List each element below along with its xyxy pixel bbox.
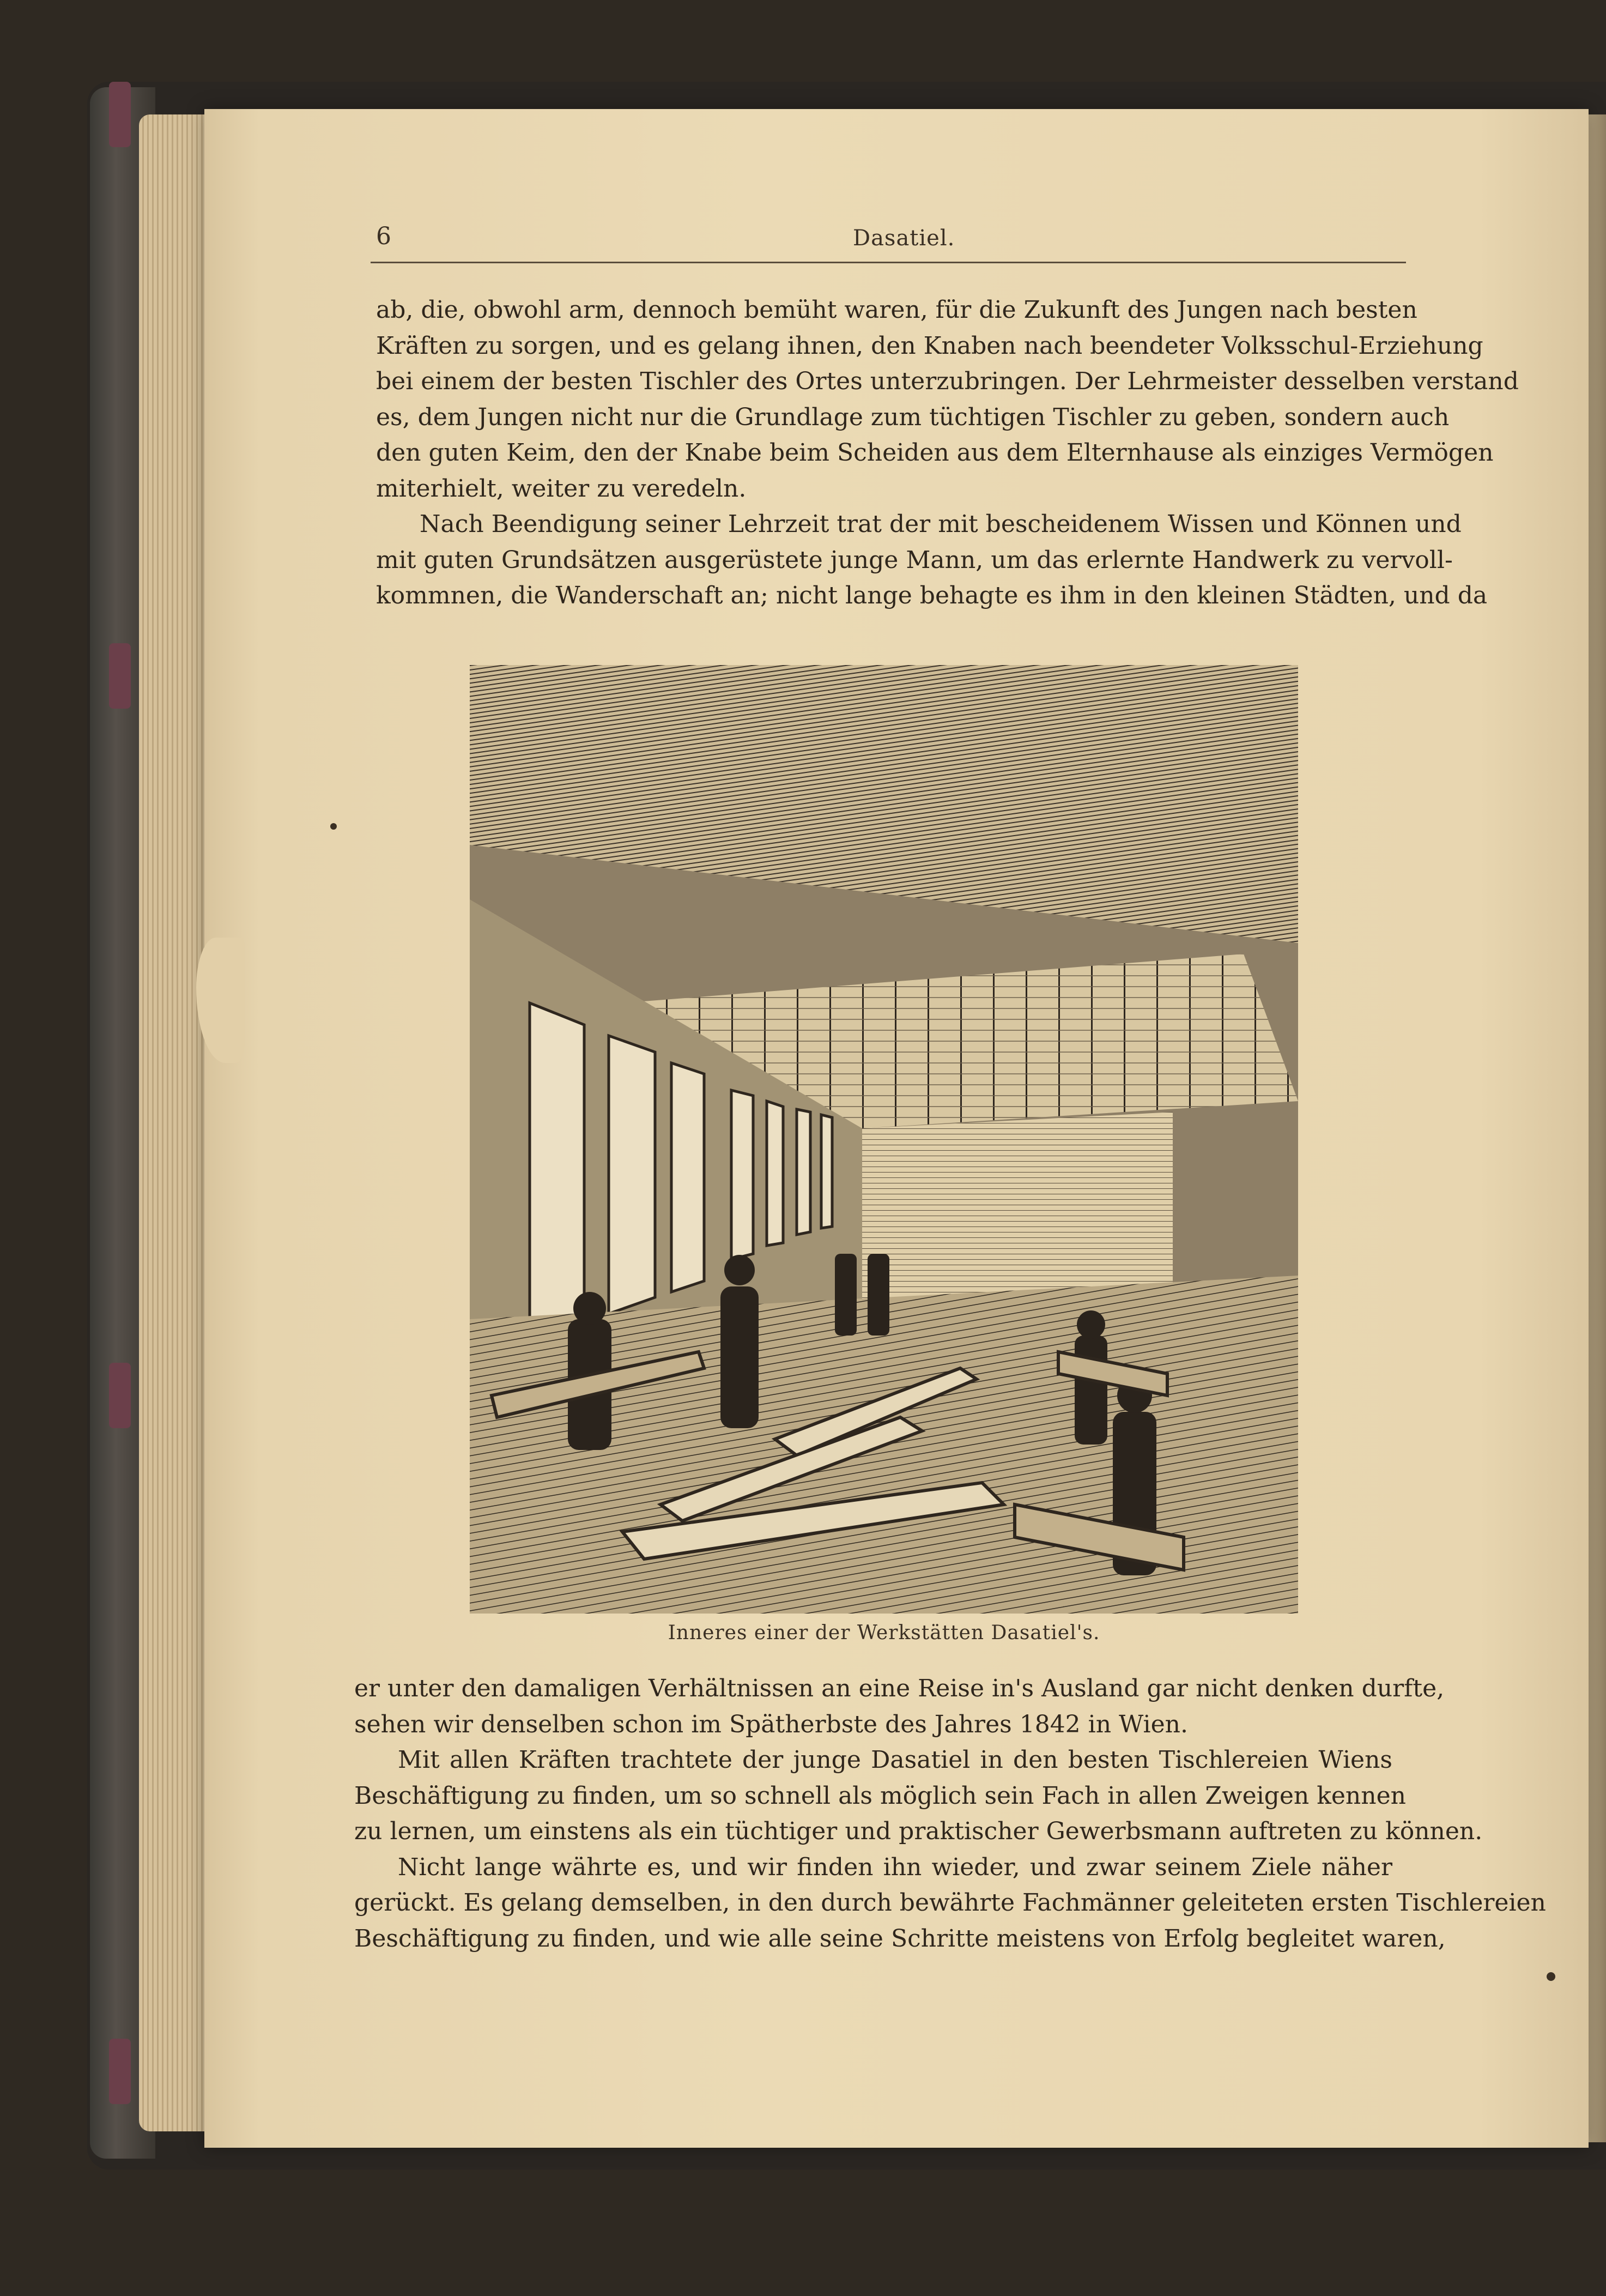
- figure-caption: Inneres einer der Werkstätten Dasatiel's.: [668, 1622, 1100, 1644]
- text-line: ab, die, obwohl arm, dennoch bemüht waren, für die Zukunft des Jungen nach besten: [376, 296, 1417, 324]
- binding-stitch: [109, 82, 131, 147]
- text-line: bei einem der besten Tischler des Ortes unterzubringen. Der Lehrmeister desselben verstand: [376, 367, 1519, 395]
- page-header: [371, 218, 1406, 263]
- workshop-engraving: [470, 665, 1298, 1614]
- text-line: es, dem Jungen nicht nur die Grundlage zum tüchtigen Tischler zu geben, sondern auch: [376, 403, 1450, 431]
- text-line: mit guten Grundsätzen ausgerüstete junge Mann, um das erlernte Handwerk zu vervoll-: [376, 546, 1453, 574]
- text-line: Nach Beendigung seiner Lehrzeit trat der mit bescheidenem Wissen und Können und: [420, 510, 1462, 538]
- page-number: 6: [376, 222, 391, 250]
- text-line: kommnen, die Wanderschaft an; nicht lange behagte es ihm in den kleinen Städten, und da: [376, 582, 1488, 609]
- text-line: er unter den damaligen Verhältnissen an eine Reise in's Ausland gar nicht denken durfte,: [354, 1675, 1445, 1702]
- page-stack-edge: [139, 114, 215, 2131]
- text-line: miterhielt, weiter zu veredeln.: [376, 474, 747, 503]
- binding-stitch: [109, 2039, 131, 2104]
- text-line: zu lernen, um einstens als ein tüchtiger und praktischer Gewerbsmann auftreten zu können.: [354, 1817, 1483, 1845]
- ink-speck: [1547, 1972, 1555, 1981]
- body-text-bottom: [354, 1671, 1546, 1956]
- workshop-illustration: [470, 665, 1298, 1614]
- text-line: Beschäftigung zu finden, und wie alle seine Schritte meistens von Erfolg begleitet waren,: [354, 1924, 1446, 1953]
- text-line: gerückt. Es gelang demselben, in den durch bewährte Fachmänner geleiteten ersten Tischlereien: [354, 1889, 1546, 1917]
- binding-stitch: [109, 1363, 131, 1428]
- text-line: sehen wir denselben schon im Spätherbste des Jahres 1842 in Wien.: [354, 1710, 1188, 1738]
- running-head: Dasatiel.: [853, 226, 955, 251]
- text-line: Nicht lange währte es, und wir finden ihn wieder, und zwar seinem Ziele näher: [398, 1853, 1392, 1881]
- binding-stitch: [109, 643, 131, 709]
- body-text-top: [376, 292, 1519, 614]
- text-line: Beschäftigung zu finden, um so schnell als möglich sein Fach in allen Zweigen kennen: [354, 1781, 1406, 1810]
- ink-speck: [330, 823, 337, 830]
- text-line: den guten Keim, den der Knabe beim Scheiden aus dem Elternhause als einziges Vermögen: [376, 439, 1494, 467]
- text-line: Kräften zu sorgen, und es gelang ihnen, den Knaben nach beendeter Volksschul-Erziehung: [376, 331, 1483, 360]
- text-line: Mit allen Kräften trachtete der junge Dasatiel in den besten Tischlereien Wiens: [398, 1746, 1392, 1774]
